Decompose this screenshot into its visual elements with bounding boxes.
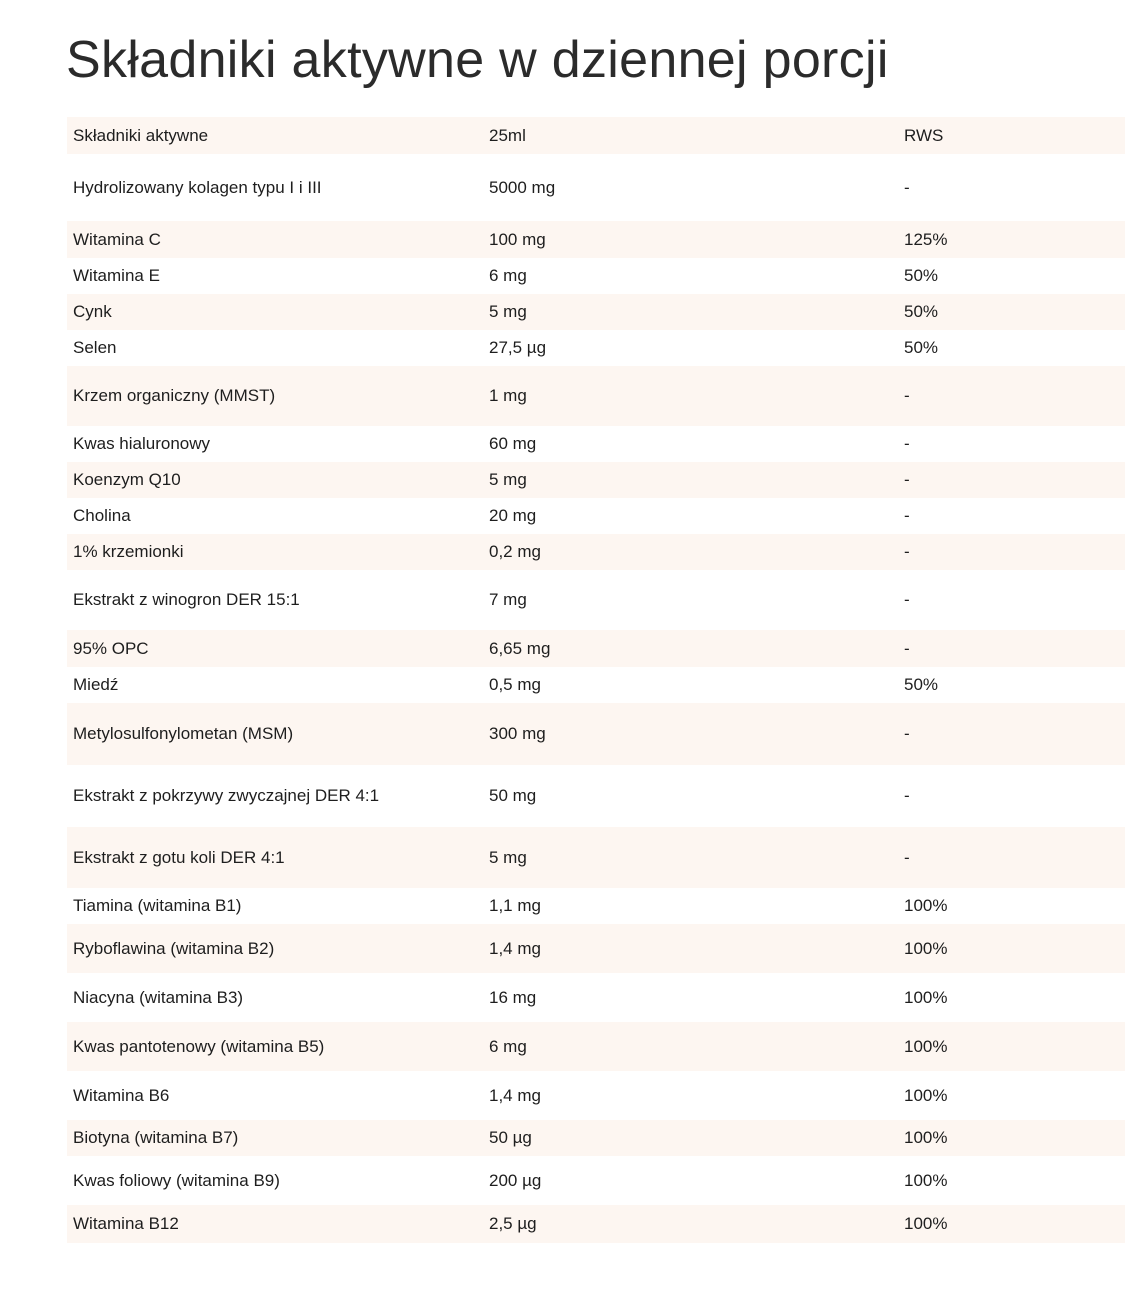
column-header-amount: 25ml: [489, 125, 526, 145]
cell-amount: 0,5 mg: [489, 675, 541, 694]
cell-amount: 200 µg: [489, 1170, 542, 1190]
cell-amount: 16 mg: [489, 987, 537, 1007]
cell-ingredient: Witamina E: [73, 266, 160, 285]
table-row: [67, 924, 1125, 973]
table-row: [67, 1120, 1125, 1156]
table-body: [67, 154, 1125, 1243]
cell-ingredient: Biotyna (witamina B7): [73, 1128, 239, 1147]
cell-rws: 50%: [904, 675, 939, 694]
table-row: [67, 1205, 1125, 1243]
cell-rws: 100%: [904, 1085, 948, 1105]
table-row: [67, 888, 1125, 924]
cell-rws: -: [904, 177, 910, 197]
cell-amount: 6 mg: [489, 266, 527, 285]
table-row: [67, 221, 1125, 258]
cell-rws: 100%: [904, 1170, 948, 1190]
cell-amount: 50 µg: [489, 1128, 532, 1147]
table-row: [67, 667, 1125, 703]
cell-amount: 50 mg: [489, 786, 537, 805]
cell-rws: -: [904, 638, 910, 658]
cell-rws: -: [904, 847, 910, 867]
table-row: [67, 294, 1125, 330]
cell-rws: 100%: [904, 1128, 948, 1147]
cell-amount: 0,2 mg: [489, 542, 541, 561]
cell-rws: 100%: [904, 938, 948, 958]
cell-ingredient: Miedź: [73, 675, 119, 694]
page-title: Składniki aktywne w dziennej porcji: [66, 31, 889, 89]
table-row: [67, 462, 1125, 498]
table-row: [67, 534, 1125, 570]
cell-ingredient: Cynk: [73, 302, 112, 321]
cell-ingredient: Ekstrakt z pokrzywy zwyczajnej DER 4:1: [73, 786, 380, 805]
table-row: [67, 630, 1125, 667]
table-row: [67, 426, 1125, 462]
cell-rws: -: [904, 470, 910, 489]
ingredients-table: [67, 117, 1125, 1243]
cell-amount: 5000 mg: [489, 177, 556, 197]
cell-amount: 6 mg: [489, 1036, 527, 1056]
table-row: [67, 1022, 1125, 1071]
cell-amount: 5 mg: [489, 302, 527, 321]
cell-rws: -: [904, 542, 910, 561]
cell-ingredient: Kwas foliowy (witamina B9): [73, 1170, 280, 1190]
cell-amount: 5 mg: [489, 470, 527, 489]
cell-rws: -: [904, 434, 910, 453]
cell-rws: 100%: [904, 987, 948, 1007]
cell-rws: 100%: [904, 1036, 948, 1056]
cell-amount: 2,5 µg: [489, 1214, 537, 1233]
cell-amount: 27,5 µg: [489, 338, 547, 357]
table-row: [67, 1156, 1125, 1205]
cell-amount: 100 mg: [489, 229, 546, 249]
table-row: [67, 498, 1125, 534]
cell-rws: 100%: [904, 896, 948, 915]
cell-rws: -: [904, 590, 910, 609]
column-header-rws: RWS: [904, 125, 944, 145]
cell-rws: -: [904, 724, 910, 743]
cell-ingredient: Krzem organiczny (MMST): [73, 386, 276, 405]
cell-ingredient: Kwas pantotenowy (witamina B5): [73, 1036, 325, 1056]
cell-ingredient: Koenzym Q10: [73, 470, 181, 489]
cell-ingredient: Tiamina (witamina B1): [73, 896, 242, 915]
cell-rws: 125%: [904, 229, 948, 249]
table-row: [67, 703, 1125, 765]
table-row: [67, 258, 1125, 294]
table-row: [67, 827, 1125, 888]
cell-amount: 1 mg: [489, 386, 527, 405]
cell-rws: 50%: [904, 302, 939, 321]
table-row: [67, 330, 1125, 366]
cell-ingredient: 1% krzemionki: [73, 542, 184, 561]
cell-ingredient: Witamina B6: [73, 1085, 170, 1105]
column-header-ingredient: Składniki aktywne: [73, 125, 209, 145]
table-row: [67, 973, 1125, 1022]
cell-rws: -: [904, 786, 910, 805]
table-row: [67, 1071, 1125, 1120]
cell-amount: 1,4 mg: [489, 938, 541, 958]
cell-amount: 5 mg: [489, 847, 527, 867]
cell-amount: 1,4 mg: [489, 1085, 541, 1105]
cell-ingredient: Selen: [73, 338, 117, 357]
cell-rws: -: [904, 506, 910, 525]
cell-amount: 300 mg: [489, 724, 546, 743]
cell-amount: 6,65 mg: [489, 638, 551, 658]
cell-amount: 1,1 mg: [489, 896, 541, 915]
cell-rws: 50%: [904, 266, 939, 285]
cell-ingredient: Witamina C: [73, 229, 161, 249]
cell-amount: 7 mg: [489, 590, 527, 609]
table-row: [67, 366, 1125, 426]
cell-rws: -: [904, 386, 910, 405]
cell-ingredient: Cholina: [73, 506, 131, 525]
cell-ingredient: Kwas hialuronowy: [73, 434, 211, 453]
cell-ingredient: Ekstrakt z gotu koli DER 4:1: [73, 847, 285, 867]
cell-amount: 60 mg: [489, 434, 537, 453]
cell-ingredient: Ekstrakt z winogron DER 15:1: [73, 590, 300, 609]
table-row: [67, 765, 1125, 827]
cell-rws: 50%: [904, 338, 939, 357]
cell-ingredient: Hydrolizowany kolagen typu I i III: [73, 177, 322, 197]
table-row: [67, 570, 1125, 630]
table-row: [67, 154, 1125, 221]
cell-ingredient: Metylosulfonylometan (MSM): [73, 724, 294, 743]
cell-rws: 100%: [904, 1214, 948, 1233]
cell-ingredient: Witamina B12: [73, 1214, 179, 1233]
cell-ingredient: 95% OPC: [73, 638, 149, 658]
table-header: [67, 117, 1125, 154]
cell-amount: 20 mg: [489, 506, 537, 525]
cell-ingredient: Niacyna (witamina B3): [73, 987, 244, 1007]
cell-ingredient: Ryboflawina (witamina B2): [73, 938, 275, 958]
